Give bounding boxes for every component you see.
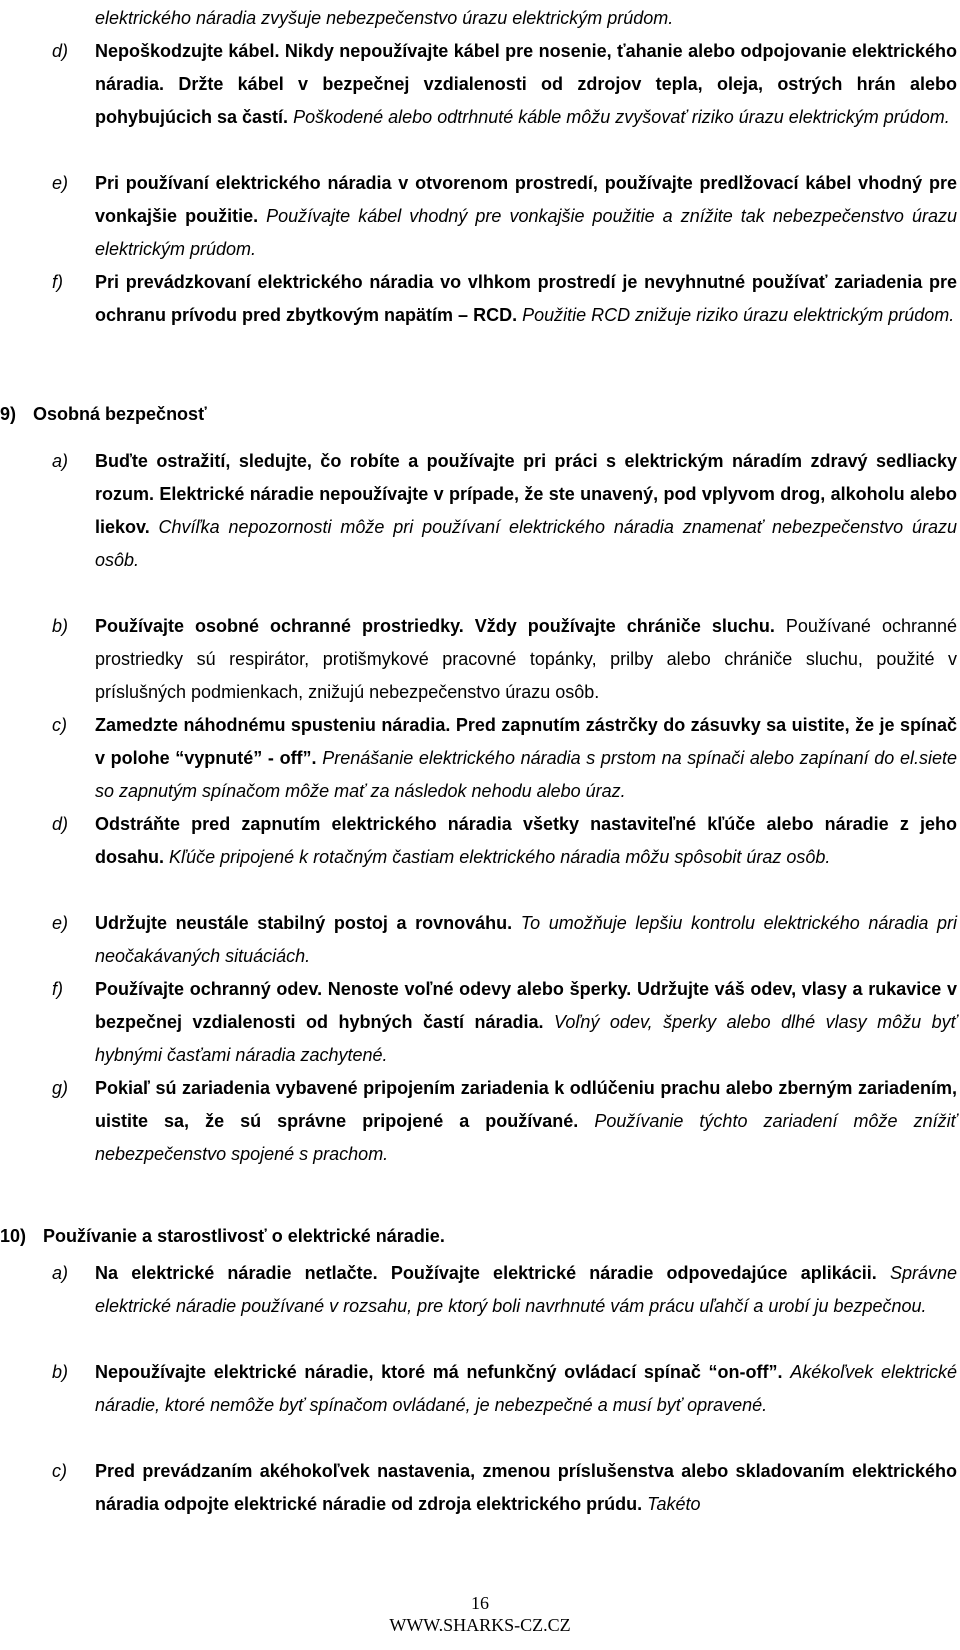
item-marker: f) [52, 979, 63, 999]
list-item: Nepoškodzujte kábel. Nikdy nepoužívajte kábel pre nosenie, ťahanie alebo odpojovanie elektrického náradia. Držte kábel v bezpečnej vzdialenosti od zdrojov tepla, oleja, ostrých hrán alebo pohybujúcich sa častí. Poškodené alebo odtrhnuté káble môžu zvyšovať riziko úrazu elektrickým prúdom. [95, 41, 957, 127]
page-number: 16 [471, 1593, 489, 1613]
list-item: Buďte ostražití, sledujte, čo robíte a používajte pri práci s elektrickým náradím zdravý sedliacky rozum. Elektrické náradie nepoužívajte v prípade, že ste unavený, pod vplyvom drog, alkoholu alebo liekov. Chvíľka nepozornosti môže pri používaní elektrického náradia znamenať nebezpečenstvo úrazu osôb. [95, 451, 957, 570]
list-item: Nepoužívajte elektrické náradie, ktoré má nefunkčný ovládací spínač “on-off”. Akékoľvek elektrické náradie, ktoré nemôže byť spínačom ovládané, je nebezpečné a musí byť opravené. [95, 1362, 957, 1415]
list-item: Odstráňte pred zapnutím elektrického náradia všetky nastaviteľné kľúče alebo náradie z jeho dosahu. Kľúče pripojené k rotačným častiam elektrického náradia môžu spôsobit úraz osôb. [95, 814, 957, 867]
list-item: Pokiaľ sú zariadenia vybavené pripojením zariadenia k odlúčeniu prachu alebo zberným zariadením, uistite sa, že sú správne pripojené a používané. Používanie týchto zariadení môže znížiť nebezpečenstvo spojené s prachom. [95, 1078, 957, 1164]
item-marker: f) [52, 272, 63, 292]
list-item: Používajte ochranný odev. Nenoste voľné odevy alebo šperky. Udržujte váš odev, vlasy a rukavice v bezpečnej vzdialenosti od hybných častí náradia. Voľný odev, šperky alebo dlhé vlasy môžu byť hybnými časťami náradia zachytené. [95, 979, 957, 1065]
item-marker: c) [52, 1461, 67, 1481]
item-marker: d) [52, 41, 69, 61]
item-marker: e) [52, 913, 69, 933]
item-marker: e) [52, 173, 69, 193]
section-number: 9) [0, 404, 17, 424]
list-item: Na elektrické náradie netlačte. Používajte elektrické náradie odpovedajúce aplikácii. Správne elektrické náradie používané v rozsahu, pre ktorý boli navrhnuté vám prácu uľahčí a urobí ju bezpečnou. [95, 1263, 957, 1316]
list-item: Pred prevádzaním akéhokoľvek nastavenia, zmenou príslušenstva alebo skladovaním elektrického náradia odpojte elektrické náradie od zdroja elektrického prúdu. Takéto [95, 1461, 957, 1514]
section-heading-9 [0, 398, 207, 431]
item-marker: g) [52, 1078, 69, 1098]
item-marker: b) [52, 1362, 69, 1382]
carryover-text: elektrického náradia zvyšuje nebezpečenstvo úrazu elektrickým prúdom. [95, 8, 674, 28]
list-item: Zamedzte náhodnému spusteniu náradia. Pred zapnutím zástrčky do zásuvky sa uistite, že je spínač v polohe “vypnuté” - off”. Prenášanie elektrického náradia s prstom na spínači alebo zapínaní do el.siete so zapnutým spínačom môže mať za následok nehodu alebo úraz. [95, 715, 957, 801]
section-number: 10) [0, 1226, 27, 1246]
list-item: Pri používaní elektrického náradia v otvorenom prostredí, používajte predlžovací kábel vhodný pre vonkajšie použitie. Používajte kábel vhodný pre vonkajšie použitie a znížite tak nebezpečenstvo úrazu elektrickým prúdom. [95, 173, 957, 259]
section-title: Používanie a starostlivosť o elektrické náradie. [43, 1226, 445, 1246]
section-title: Osobná bezpečnosť [33, 404, 207, 424]
section-heading-10 [0, 1220, 445, 1253]
item-marker: b) [52, 616, 69, 636]
list-item: Udržujte neustále stabilný postoj a rovnováhu. To umožňuje lepšiu kontrolu elektrického náradia pri neočakávaných situáciách. [95, 913, 957, 966]
footer-website: WWW.SHARKS-CZ.CZ [389, 1615, 571, 1635]
item-marker: c) [52, 715, 67, 735]
item-marker: a) [52, 451, 69, 471]
item-marker: a) [52, 1263, 69, 1283]
item-marker: d) [52, 814, 69, 834]
list-item: Pri prevádzkovaní elektrického náradia vo vlhkom prostredí je nevyhnutné používať zariadenia pre ochranu prívodu pred zbytkovým napätím – RCD. Použitie RCD znižuje riziko úrazu elektrickým prúdom. [95, 272, 957, 325]
list-item: Používajte osobné ochranné prostriedky. Vždy používajte chrániče sluchu. Používané ochranné prostriedky sú respirátor, protišmykové pracovné topánky, prilby alebo chrániče sluchu, použité v príslušných podmienkach, znižujú nebezpečenstvo úrazu osôb. [95, 616, 957, 702]
